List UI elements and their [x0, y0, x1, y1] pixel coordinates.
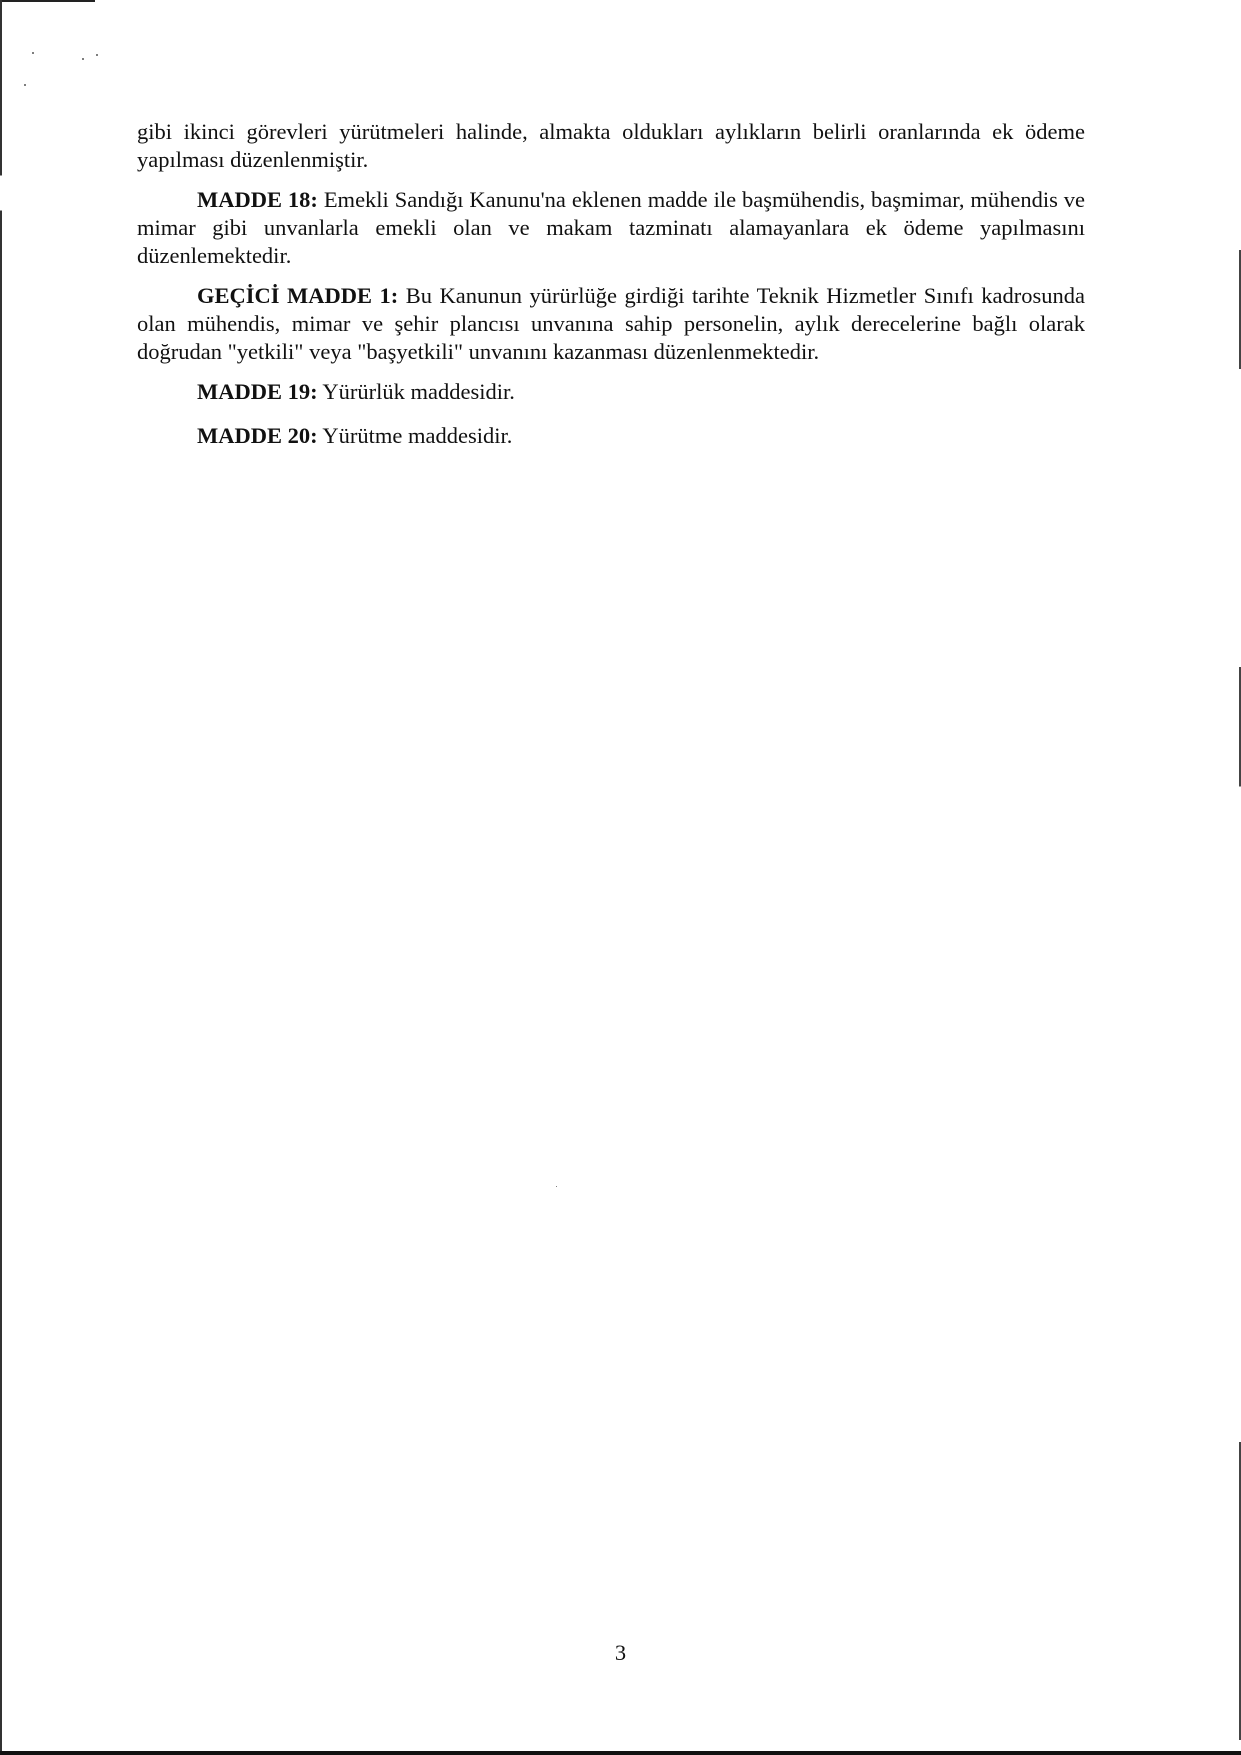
paragraph-text: Emekli Sandığı Kanunu'na eklenen madde ile başmühendis, başmimar, mühendis ve mimar gibi unvanlarla emekli olan ve makam tazminatı alamayanlara ek ödeme yapılmasını düzenlemektedir. [137, 187, 1086, 268]
article-label: MADDE 19: [197, 379, 318, 404]
article-label: MADDE 20: [197, 423, 318, 448]
article-label: MADDE 18: [197, 187, 318, 212]
paragraph-text: Yürürlük maddesidir. [317, 379, 515, 404]
paragraph-text: Bu Kanunun yürürlüğe girdiği tarihte Teknik Hizmetler Sınıfı kadrosunda olan mühendis, mimar ve şehir plancısı unvanına sahip personelin, aylık derecelerine bağlı olarak doğrudan "yetkili" veya "başyetkili" unvanını kazanması düzenlenmektedir. [137, 283, 1085, 364]
scan-artifact-bottom [0, 1751, 1241, 1755]
paragraph-madde-18 [137, 186, 1085, 270]
paragraph-gecici-madde-1 [137, 282, 1085, 366]
paragraph-continuation [137, 118, 1085, 174]
scan-artifact-top [0, 0, 95, 2]
scan-speck [24, 84, 26, 86]
paragraph-madde-20 [137, 422, 1085, 450]
paragraph-text: Yürütme maddesidir. [317, 423, 513, 448]
article-label: GEÇİCİ MADDE 1: [197, 283, 399, 308]
scan-speck [556, 1186, 557, 1187]
scan-speck [82, 58, 84, 60]
paragraph-madde-19 [137, 378, 1085, 406]
body-text [137, 118, 1085, 462]
page-number: 3 [614, 1640, 627, 1665]
scan-artifact-left [0, 0, 2, 1755]
scan-speck [32, 52, 34, 54]
scan-speck [96, 54, 98, 56]
paragraph-text: gibi ikinci görevleri yürütmeleri halinde, almakta oldukları aylıkların belirli oranlarında ek ödeme yapılması düzenlenmiştir. [137, 119, 1085, 172]
